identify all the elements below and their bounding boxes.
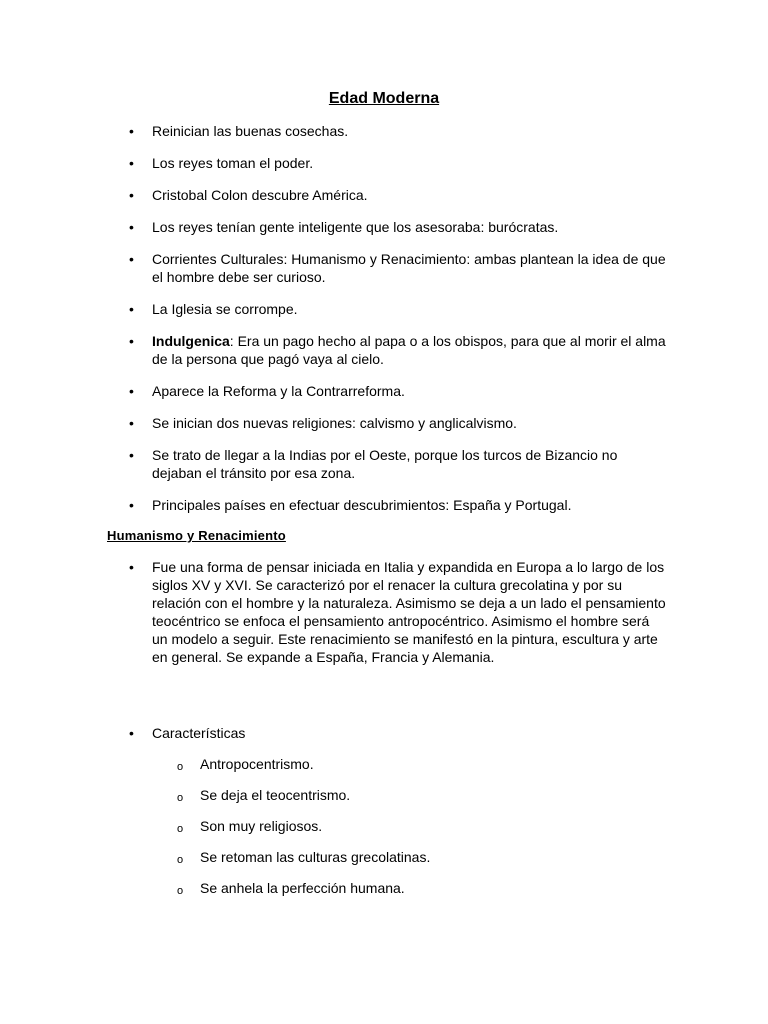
circle-bullet-icon: o xyxy=(177,792,184,804)
sub-list-item xyxy=(0,817,768,835)
bullet-icon: • xyxy=(129,123,134,139)
circle-bullet-icon: o xyxy=(177,823,184,835)
bullet-icon: • xyxy=(129,497,134,513)
list-item xyxy=(0,186,768,204)
list-item xyxy=(0,122,768,140)
sub-list-item xyxy=(0,755,768,773)
list-item xyxy=(0,496,768,514)
circle-bullet-icon: o xyxy=(177,854,184,866)
list-item-text: Los reyes toman el poder. xyxy=(152,155,314,171)
list-item xyxy=(0,382,768,400)
list-item xyxy=(0,218,768,236)
list-item xyxy=(0,332,768,368)
list-item xyxy=(0,446,768,482)
bullet-icon: • xyxy=(129,725,134,741)
list-item-text: Corrientes Culturales: Humanismo y Renacimiento: ambas plantean la idea de que el hombre debe ser curioso. xyxy=(152,251,666,285)
section-heading: Humanismo y Renacimiento xyxy=(107,528,286,543)
list-item-text: Se inician dos nuevas religiones: calvismo y anglicalvismo. xyxy=(152,415,517,431)
list-item-text: Aparece la Reforma y la Contrarreforma. xyxy=(152,383,405,399)
characteristics-list xyxy=(0,724,768,742)
bullet-icon: • xyxy=(129,415,134,431)
bullet-icon: • xyxy=(129,383,134,399)
list-item-text: Se trato de llegar a la Indias por el Oeste, porque los turcos de Bizancio no dejaban el tránsito por esa zona. xyxy=(152,447,618,481)
sub-list-item-text: Son muy religiosos. xyxy=(200,818,323,834)
bullet-icon: • xyxy=(129,155,134,171)
list-item xyxy=(0,250,768,286)
list-item-text: Cristobal Colon descubre América. xyxy=(152,187,368,203)
sub-list-item-text: Se retoman las culturas grecolatinas. xyxy=(200,849,431,865)
list-item xyxy=(0,154,768,172)
bullet-icon: • xyxy=(129,301,134,317)
term-bold: Indulgenica xyxy=(152,333,230,349)
sub-list-item-text: Se anhela la perfección humana. xyxy=(200,880,405,896)
bullet-icon: • xyxy=(129,219,134,235)
main-bullet-list xyxy=(0,122,768,528)
sub-list-item-text: Antropocentrismo. xyxy=(200,756,314,772)
characteristics-sublist xyxy=(0,755,768,910)
list-item-text: Reinician las buenas cosechas. xyxy=(152,123,349,139)
page-title: Edad Moderna xyxy=(328,90,440,107)
circle-bullet-icon: o xyxy=(177,885,184,897)
list-item-text: Principales países en efectuar descubrimientos: España y Portugal. xyxy=(152,497,572,513)
sub-list-item xyxy=(0,786,768,804)
sub-list-item xyxy=(0,879,768,897)
bullet-icon: • xyxy=(129,187,134,203)
list-item-text: Los reyes tenían gente inteligente que los asesoraba: burócratas. xyxy=(152,219,559,235)
bullet-icon: • xyxy=(129,251,134,267)
list-item xyxy=(0,724,768,742)
list-item-text: : Era un pago hecho al papa o a los obispos, para que al morir el alma de la persona que pagó vaya al cielo. xyxy=(152,333,666,367)
list-item-text: La Iglesia se corrompe. xyxy=(152,301,298,317)
list-item xyxy=(0,558,768,666)
sub-list-item xyxy=(0,848,768,866)
list-item xyxy=(0,414,768,432)
section-paragraph: Fue una forma de pensar iniciada en Italia y expandida en Europa a lo largo de los siglos XV y XVI. Se caracterizó por el renacer la cultura grecolatina y por su relación con el hombre y la naturaleza. Asimismo se deja a un lado el pensamiento teocéntrico se enfoca el pensamiento antropocéntrico. Asimismo el hombre será un modelo a seguir. Este renacimiento se manifestó en la pintura, escultura y arte en general. Se expande a España, Francia y Alemania. xyxy=(152,559,666,665)
characteristics-label: Características xyxy=(152,725,246,741)
list-item xyxy=(0,300,768,318)
bullet-icon: • xyxy=(129,333,134,349)
section-paragraph-list xyxy=(0,558,768,666)
circle-bullet-icon: o xyxy=(177,761,184,773)
sub-list-item-text: Se deja el teocentrismo. xyxy=(200,787,351,803)
bullet-icon: • xyxy=(129,447,134,463)
bullet-icon: • xyxy=(129,559,134,575)
